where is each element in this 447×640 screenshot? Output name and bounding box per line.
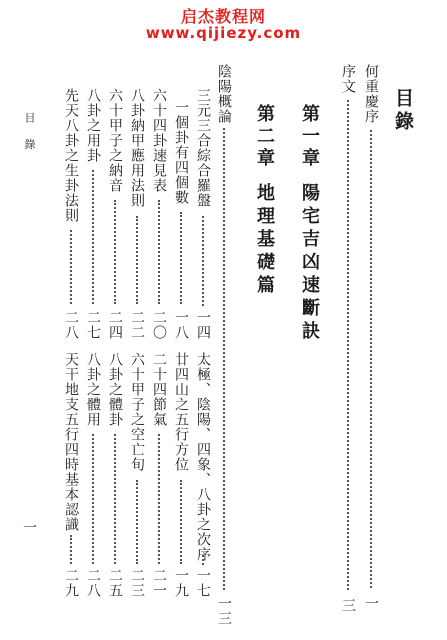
toc-section-label: 三元三合綜合羅盤	[195, 88, 211, 208]
toc-section-label: 八卦納甲應用法則	[129, 88, 145, 208]
toc-section-page: 一七	[195, 568, 211, 598]
toc-entry-preface-page: 三	[340, 598, 356, 613]
toc-section-leader	[202, 555, 204, 565]
chapter-1-title: 陽宅吉凶速斷訣	[299, 183, 320, 344]
toc-section-leader	[158, 200, 160, 304]
toc-section-leader	[114, 200, 116, 304]
toc-section-leader	[92, 170, 94, 304]
toc-entry-foreword-label: 何重慶序	[363, 64, 379, 124]
toc-entry-foreword-page: 一	[363, 596, 379, 611]
toc-section-label: 六十甲子之納音	[107, 88, 123, 193]
toc-section-page: 一九	[173, 568, 189, 598]
toc-section-leader	[180, 212, 182, 304]
toc-section-leader	[136, 216, 138, 304]
toc-section-page: 二四	[107, 310, 123, 340]
toc-section-leader	[223, 128, 225, 590]
toc-section-label: 八卦之體卦	[107, 352, 123, 427]
toc-section-page: 二五	[107, 568, 123, 598]
toc-section-page: 二三	[129, 568, 145, 598]
chapter-1-number: 第一章	[299, 104, 320, 170]
toc-section-label: 太極、陰陽、四象、八卦之次序	[195, 352, 211, 562]
toc-section-label: 六十甲子之空亡旬	[129, 352, 145, 472]
toc-section-leader	[136, 480, 138, 564]
toc-section-leader	[180, 480, 182, 564]
toc-section-leader	[92, 434, 94, 564]
toc-section-page: 一四	[195, 310, 211, 340]
toc-section-label: 天干地支五行四時基本認識	[63, 352, 79, 532]
toc-section-page: 一八	[173, 310, 189, 340]
toc-section-page: 二九	[63, 568, 79, 598]
toc-section-label: 廿四山之五行方位	[173, 352, 189, 472]
toc-section-label: 六十四卦速見表	[151, 88, 167, 193]
toc-section-page: 二〇	[151, 310, 167, 340]
toc-section-page: 二一	[151, 568, 167, 598]
toc-section-page: 二二	[129, 310, 145, 340]
toc-section-leader	[202, 216, 204, 306]
toc-entry-preface-leader	[347, 100, 349, 590]
toc-section-leader	[114, 434, 116, 564]
chapter-2-title: 地理基礎篇	[254, 183, 275, 298]
toc-section-label: 二十四節氣	[151, 352, 167, 427]
toc-section-label: 先天八卦之生卦法則	[63, 88, 79, 223]
toc-title: 目錄	[392, 88, 414, 134]
watermark-site-url: www.qijiezy.com	[145, 24, 302, 42]
chapter-2-number: 第二章	[254, 104, 275, 170]
toc-entry-foreword-leader	[370, 130, 372, 588]
page-folio: 一	[21, 520, 37, 535]
toc-section-page: 二八	[85, 568, 101, 598]
watermark-site-name: 启杰教程网	[180, 7, 266, 26]
toc-section-label: 陰陽概論	[216, 64, 232, 124]
toc-section-leader	[158, 434, 160, 564]
toc-section-page: 二七	[85, 310, 101, 340]
toc-section-label: 八卦之用卦	[85, 88, 101, 163]
toc-section-leader	[70, 535, 72, 564]
toc-section-label: 一個卦有四個數	[173, 100, 189, 205]
toc-section-page: 一三	[216, 596, 232, 626]
toc-section-leader	[70, 230, 72, 304]
toc-entry-preface-label: 序文	[340, 64, 356, 94]
toc-section-label: 八卦之體用	[85, 352, 101, 427]
running-head: 目 錄	[23, 112, 36, 156]
toc-section-page: 二八	[63, 310, 79, 340]
